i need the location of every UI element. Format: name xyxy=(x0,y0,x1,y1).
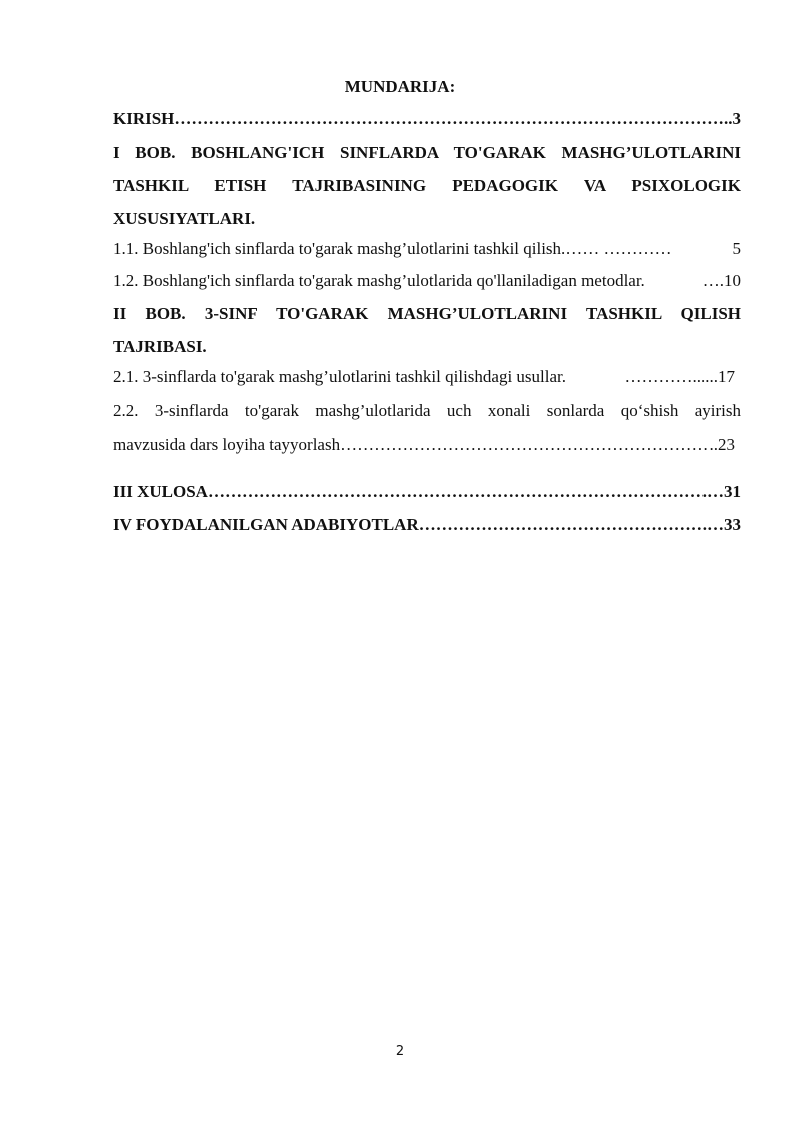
toc-leader-dots xyxy=(340,434,709,456)
toc-chapter-2-line-1: II BOB. 3-SINF TO'GARAK MASHG’ULOTLARINI TASHKIL QILISH xyxy=(113,304,741,323)
toc-entry-text: IV FOYDALANILGAN ADABIYOTLAR xyxy=(113,515,419,534)
page-number: 2 xyxy=(395,1044,405,1059)
toc-entry-2-1 xyxy=(113,366,735,388)
toc-entry-text: 1.2. Boshlang'ich sinflarda to'garak mashg’ulotlarida qo'llaniladigan metodlar. xyxy=(113,271,645,290)
toc-entry-page: ..3 xyxy=(724,109,741,128)
toc-entry-page: …………......17 xyxy=(624,367,735,386)
toc-entry-page: .…31 xyxy=(702,482,741,501)
toc-chapter-2-line-2: TAJRIBASI. xyxy=(113,337,207,356)
toc-leader-dots xyxy=(174,108,724,130)
page-title: MUNDARIJA: xyxy=(344,77,456,96)
toc-leader-dots xyxy=(208,481,703,503)
toc-entry-1-1 xyxy=(113,238,741,260)
toc-entry-xulosa xyxy=(113,481,741,503)
toc-entry-text: 2.1. 3-sinflarda to'garak mashg’ulotlarini tashkil qilishdagi usullar. xyxy=(113,367,567,386)
toc-chapter-1-line-3: XUSUSIYATLARI. xyxy=(113,209,256,228)
toc-entry-text: mavzusida dars loyiha tayyorlash xyxy=(113,435,341,454)
toc-entry-1-2 xyxy=(113,270,741,292)
toc-entry-page: 5 xyxy=(732,239,741,258)
toc-entry-adabiyotlar xyxy=(113,514,741,536)
toc-entry-2-2-line-2 xyxy=(113,434,735,456)
toc-entry-page: ..23 xyxy=(709,435,735,454)
toc-chapter-1-line-2: TASHKIL ETISH TAJRIBASINING PEDAGOGIK VA PSIXOLOGIK xyxy=(113,176,741,195)
toc-entry-2-2-line-1: 2.2. 3-sinflarda to'garak mashg’ulotlarida uch xonali sonlarda qo‘shish ayirish xyxy=(113,401,741,420)
toc-entry-page: ….10 xyxy=(702,271,741,290)
toc-entry-kirish xyxy=(113,108,741,130)
toc-entry-text: III XULOSA xyxy=(113,482,208,501)
toc-entry-text: KIRISH xyxy=(113,109,175,128)
toc-entry-text: 1.1. Boshlang'ich sinflarda to'garak mashg’ulotlarini tashkil qilish.…… ………… xyxy=(113,239,672,258)
toc-chapter-1-line-1: I BOB. BOSHLANG'ICH SINFLARDA TO'GARAK MASHG’ULOTLARINI xyxy=(113,143,741,162)
toc-entry-page: .…33 xyxy=(702,515,741,534)
toc-leader-dots xyxy=(419,514,703,536)
